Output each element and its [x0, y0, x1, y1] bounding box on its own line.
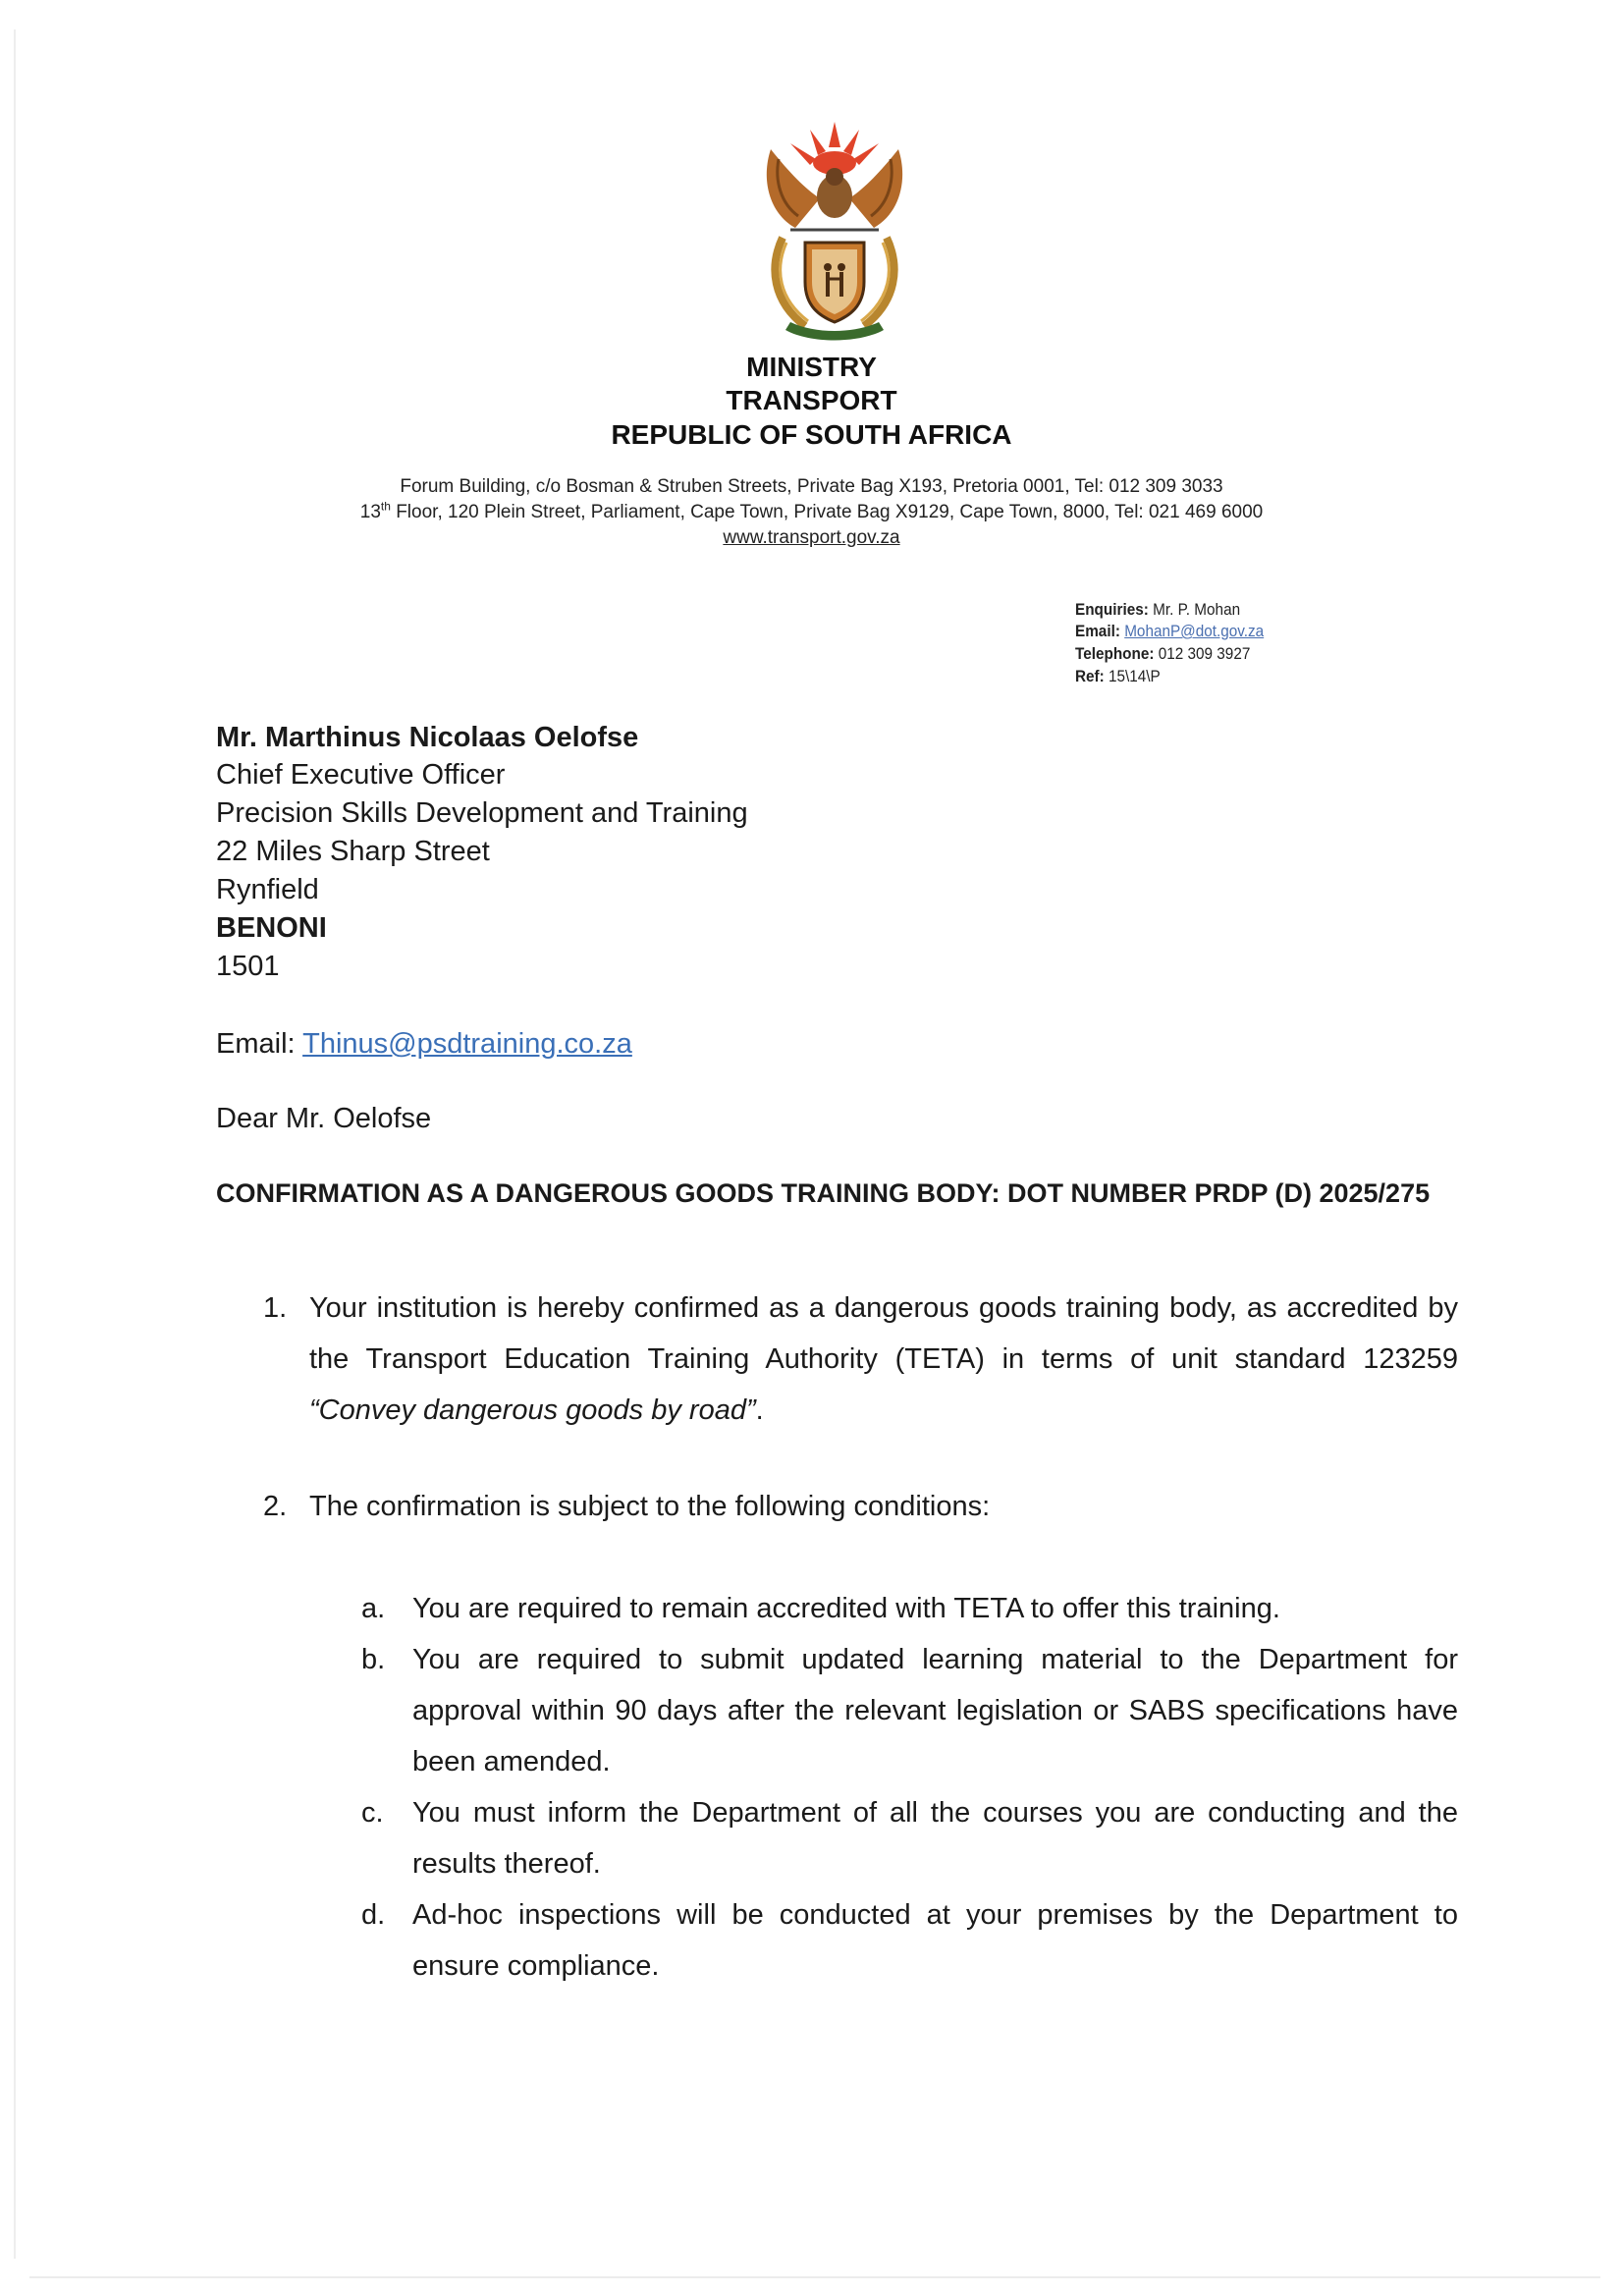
recipient-email-label: Email:	[216, 1028, 303, 1060]
paragraph-body: Your institution is hereby confirmed as a dangerous goods training body, as accredited by the Transport Education Training Authority (TETA) in terms of unit standard 123259	[309, 1292, 1458, 1375]
paragraph-number: 2.	[263, 1491, 288, 1522]
paragraph-number: 1.	[263, 1292, 288, 1324]
unit-standard-title: “Convey dangerous goods by road”	[309, 1394, 756, 1426]
condition-text: You must inform the Department of all the courses you are conducting and the results thereof.	[412, 1797, 1458, 1880]
condition-letter: b.	[361, 1644, 386, 1675]
address-cape-town	[0, 501, 1623, 524]
recipient-email-link[interactable]: Thinus@psdtraining.co.za	[302, 1028, 632, 1060]
condition-letter: a.	[361, 1593, 386, 1624]
ministry-heading-line2: TRANSPORT	[726, 385, 897, 415]
address-floor-suffix: th	[380, 499, 391, 514]
recipient-postal-code: 1501	[216, 951, 280, 982]
condition-text: Ad-hoc inspections will be conducted at your premises by the Department to ensure compliance.	[412, 1899, 1458, 1982]
condition-text: You are required to submit updated learning material to the Department for approval within 90 days after the relevant legislation or SABS specifications have been amended.	[412, 1644, 1458, 1777]
enquiries-email-line	[1075, 621, 1264, 642]
recipient-company: Precision Skills Development and Training	[216, 797, 748, 829]
enquiries-ref-line	[1075, 666, 1161, 687]
recipient-city: BENONI	[216, 912, 327, 944]
website-link[interactable]: www.transport.gov.za	[723, 527, 900, 548]
salutation: Dear Mr. Oelofse	[216, 1103, 432, 1134]
coat-of-arms-icon	[751, 120, 918, 346]
address-cape-town-rest: Floor, 120 Plein Street, Parliament, Cape Town, Private Bag X9129, Cape Town, 8000, Tel: 021 469 6000	[390, 502, 1264, 522]
enquiries-telephone-line	[1075, 643, 1250, 665]
recipient-suburb: Rynfield	[216, 874, 319, 905]
ministry-heading-line1: MINISTRY	[746, 352, 877, 382]
paragraph-end: .	[755, 1394, 764, 1426]
enquiries-label: Enquiries:	[1075, 600, 1149, 619]
recipient-street: 22 Miles Sharp Street	[216, 836, 490, 867]
enquiries-ref-value: 15\14\P	[1109, 667, 1161, 685]
paragraph-text: The confirmation is subject to the following conditions:	[309, 1491, 991, 1522]
recipient-title: Chief Executive Officer	[216, 759, 506, 791]
subject-heading: CONFIRMATION AS A DANGEROUS GOODS TRAINING BODY: DOT NUMBER PRDP (D) 2025/275	[216, 1178, 1431, 1208]
ministry-heading-line3: REPUBLIC OF SOUTH AFRICA	[611, 419, 1012, 450]
recipient-email-line	[216, 1026, 632, 1062]
scan-edge-bottom	[29, 2276, 1600, 2278]
recipient-name: Mr. Marthinus Nicolaas Oelofse	[216, 722, 639, 753]
enquiries-telephone-value: 012 309 3927	[1158, 644, 1251, 663]
paragraph-text	[309, 1283, 1458, 1436]
condition-letter: c.	[361, 1797, 384, 1829]
enquiries-telephone-label: Telephone:	[1075, 644, 1155, 663]
enquiries-ref-label: Ref:	[1075, 667, 1105, 685]
enquiries-email-label: Email:	[1075, 622, 1120, 640]
address-floor-number: 13	[359, 502, 381, 522]
condition-text: You are required to remain accredited with TETA to offer this training.	[412, 1593, 1280, 1624]
condition-letter: d.	[361, 1899, 386, 1931]
address-pretoria: Forum Building, c/o Bosman & Struben Streets, Private Bag X193, Pretoria 0001, Tel: 012 309 3033	[400, 476, 1223, 497]
enquiries-line	[1075, 599, 1240, 621]
enquiries-email-link[interactable]: MohanP@dot.gov.za	[1124, 622, 1265, 640]
enquiries-value: Mr. P. Mohan	[1153, 600, 1241, 619]
